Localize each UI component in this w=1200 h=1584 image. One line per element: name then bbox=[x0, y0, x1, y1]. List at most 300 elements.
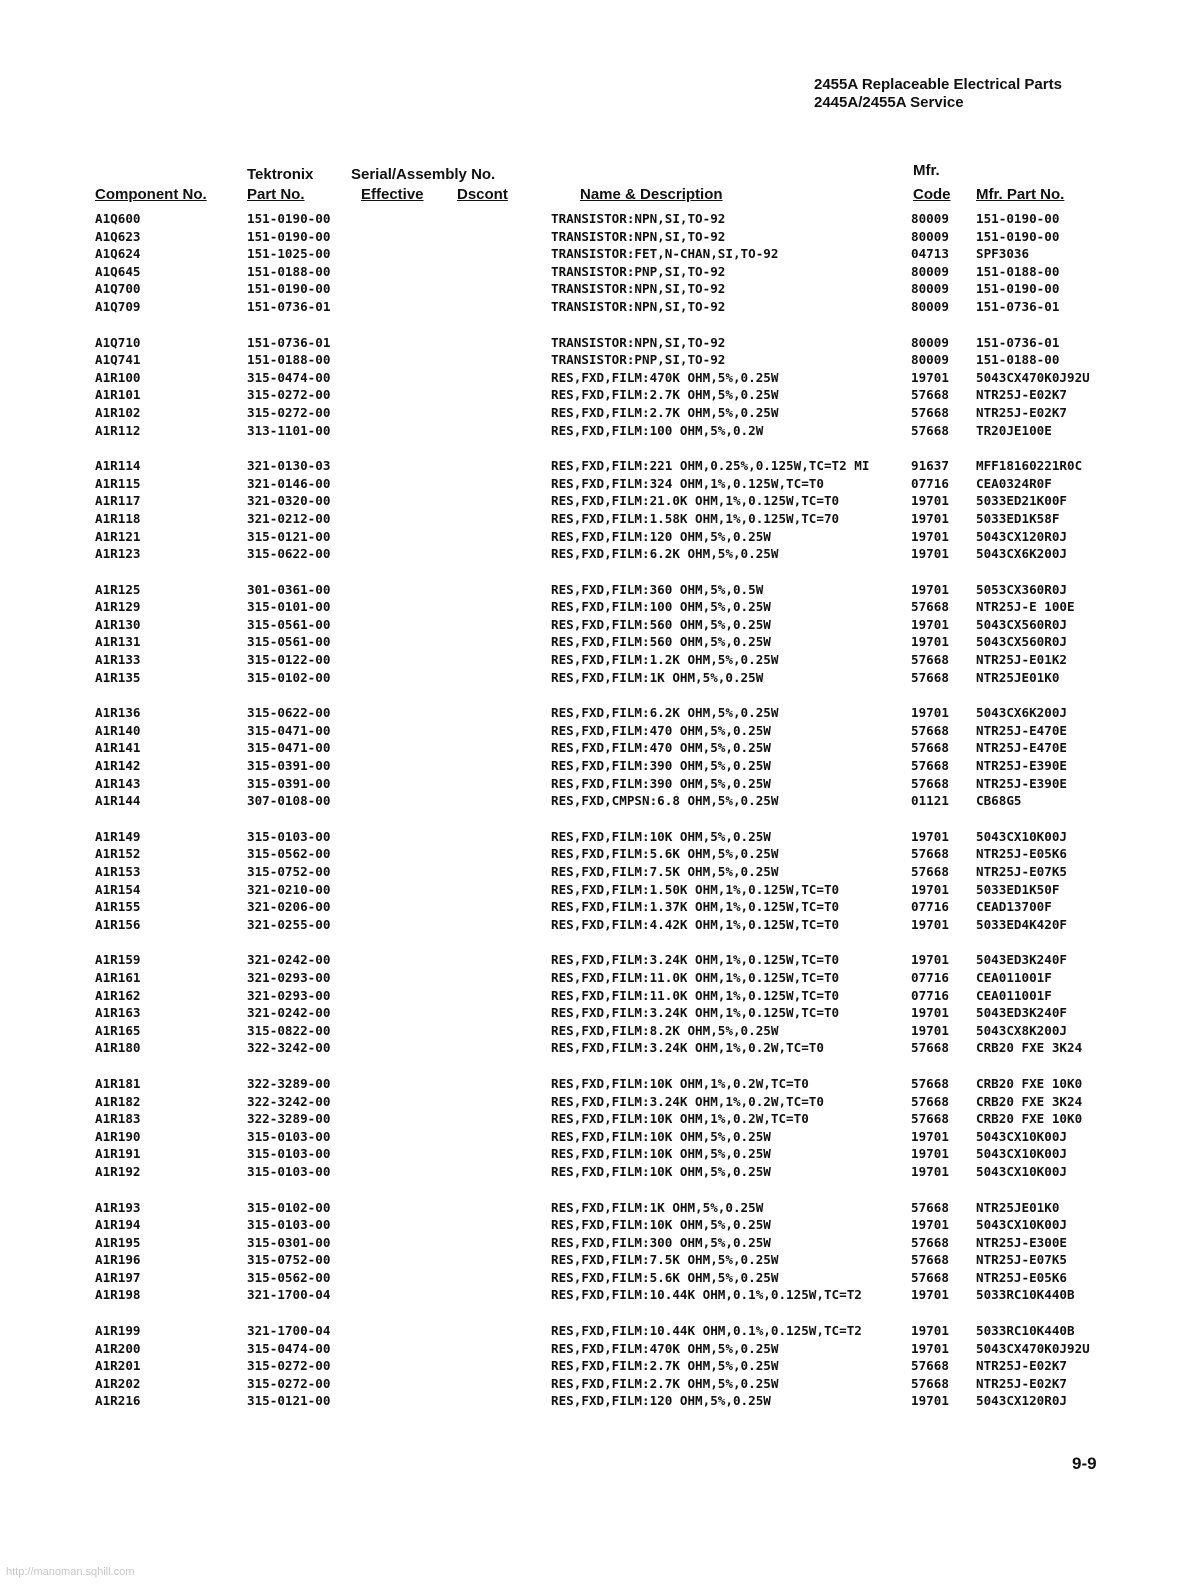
cell-mfr-part-no: CB68G5 bbox=[976, 793, 1022, 809]
cell-name-description: RES,FXD,FILM:11.0K OHM,1%,0.125W,TC=T0 bbox=[551, 987, 840, 1003]
cell-mfr-code: 57668 bbox=[911, 652, 949, 668]
cell-name-description: RES,FXD,FILM:10K OHM,5%,0.25W bbox=[551, 1128, 771, 1144]
cell-mfr-code: 91637 bbox=[911, 458, 949, 474]
cell-component-no: A1R135 bbox=[95, 669, 141, 685]
cell-part-no: 151-0190-00 bbox=[247, 281, 331, 297]
row-group bbox=[0, 951, 1200, 1057]
cell-mfr-part-no: NTR25J-E05K6 bbox=[976, 846, 1067, 862]
cell-mfr-part-no: 5043ED3K240F bbox=[976, 952, 1067, 968]
cell-part-no: 151-0188-00 bbox=[247, 352, 331, 368]
cell-component-no: A1R198 bbox=[95, 1287, 141, 1303]
cell-mfr-part-no: MFF18160221R0C bbox=[976, 458, 1083, 474]
cell-mfr-part-no: 5043CX10K00J bbox=[976, 1163, 1067, 1179]
cell-name-description: RES,FXD,FILM:100 OHM,5%,0.2W bbox=[551, 422, 764, 438]
cell-part-no: 315-0301-00 bbox=[247, 1234, 331, 1250]
cell-mfr-code: 19701 bbox=[911, 1146, 949, 1162]
cell-component-no: A1Q624 bbox=[95, 246, 141, 262]
cell-name-description: RES,FXD,FILM:3.24K OHM,1%,0.125W,TC=T0 bbox=[551, 1005, 840, 1021]
table-row bbox=[0, 351, 1200, 369]
row-group bbox=[0, 210, 1200, 316]
cell-component-no: A1R155 bbox=[95, 899, 141, 915]
table-row bbox=[0, 545, 1200, 563]
cell-mfr-part-no: 5043CX10K00J bbox=[976, 828, 1067, 844]
table-row bbox=[0, 210, 1200, 228]
cell-part-no: 321-0210-00 bbox=[247, 881, 331, 897]
cell-mfr-part-no: TR20JE100E bbox=[976, 422, 1052, 438]
cell-mfr-code: 19701 bbox=[911, 581, 949, 597]
parts-table bbox=[0, 210, 1200, 1428]
cell-name-description: RES,FXD,FILM:10.44K OHM,0.1%,0.125W,TC=T2 bbox=[551, 1323, 862, 1339]
cell-mfr-code: 19701 bbox=[911, 1340, 949, 1356]
cell-mfr-code: 57668 bbox=[911, 775, 949, 791]
cell-component-no: A1R194 bbox=[95, 1217, 141, 1233]
cell-name-description: RES,FXD,FILM:300 OHM,5%,0.25W bbox=[551, 1234, 771, 1250]
cell-part-no: 321-0130-03 bbox=[247, 458, 331, 474]
table-row bbox=[0, 704, 1200, 722]
cell-part-no: 315-0562-00 bbox=[247, 846, 331, 862]
cell-component-no: A1Q645 bbox=[95, 263, 141, 279]
cell-name-description: TRANSISTOR:NPN,SI,TO-92 bbox=[551, 298, 726, 314]
cell-name-description: RES,FXD,FILM:1K OHM,5%,0.25W bbox=[551, 1199, 764, 1215]
table-row bbox=[0, 651, 1200, 669]
cell-part-no: 321-1700-04 bbox=[247, 1287, 331, 1303]
cell-component-no: A1Q710 bbox=[95, 334, 141, 350]
cell-name-description: TRANSISTOR:NPN,SI,TO-92 bbox=[551, 281, 726, 297]
cell-component-no: A1R163 bbox=[95, 1005, 141, 1021]
cell-mfr-code: 57668 bbox=[911, 1358, 949, 1374]
cell-component-no: A1R159 bbox=[95, 952, 141, 968]
cell-mfr-code: 57668 bbox=[911, 864, 949, 879]
table-row bbox=[0, 881, 1200, 899]
cell-component-no: A1R100 bbox=[95, 369, 141, 385]
cell-mfr-part-no: NTR25J-E300E bbox=[976, 1234, 1067, 1250]
header-mfr-part-no: Mfr. Part No. bbox=[976, 186, 1065, 203]
cell-component-no: A1R102 bbox=[95, 404, 141, 420]
cell-component-no: A1R181 bbox=[95, 1075, 141, 1091]
row-group bbox=[0, 457, 1200, 563]
cell-part-no: 315-0474-00 bbox=[247, 369, 331, 385]
cell-component-no: A1R200 bbox=[95, 1340, 141, 1356]
cell-name-description: RES,FXD,CMPSN:6.8 OHM,5%,0.25W bbox=[551, 793, 779, 809]
cell-mfr-part-no: 5053CX360R0J bbox=[976, 581, 1067, 597]
cell-part-no: 315-0474-00 bbox=[247, 1340, 331, 1356]
table-row bbox=[0, 404, 1200, 422]
cell-part-no: 321-1700-04 bbox=[247, 1323, 331, 1339]
table-row bbox=[0, 369, 1200, 387]
table-row bbox=[0, 1357, 1200, 1375]
cell-name-description: RES,FXD,FILM:10K OHM,1%,0.2W,TC=T0 bbox=[551, 1075, 809, 1091]
cell-component-no: A1Q709 bbox=[95, 298, 141, 314]
cell-mfr-part-no: NTR25J-E390E bbox=[976, 758, 1067, 774]
cell-mfr-code: 19701 bbox=[911, 616, 949, 632]
cell-mfr-part-no: 5043CX560R0J bbox=[976, 616, 1067, 632]
table-row bbox=[0, 228, 1200, 246]
cell-component-no: A1R182 bbox=[95, 1093, 141, 1109]
cell-mfr-code: 19701 bbox=[911, 1022, 949, 1038]
cell-part-no: 321-0146-00 bbox=[247, 475, 331, 491]
cell-mfr-part-no: CEA0324R0F bbox=[976, 475, 1052, 491]
cell-name-description: RES,FXD,FILM:8.2K OHM,5%,0.25W bbox=[551, 1022, 779, 1038]
cell-component-no: A1R114 bbox=[95, 458, 141, 474]
cell-part-no: 321-0320-00 bbox=[247, 493, 331, 509]
table-row bbox=[0, 633, 1200, 651]
header-tektronix: Tektronix bbox=[247, 166, 314, 183]
table-row bbox=[0, 475, 1200, 493]
cell-name-description: RES,FXD,FILM:10.44K OHM,0.1%,0.125W,TC=T2 bbox=[551, 1287, 862, 1303]
cell-name-description: RES,FXD,FILM:1.50K OHM,1%,0.125W,TC=T0 bbox=[551, 881, 840, 897]
table-row bbox=[0, 1039, 1200, 1057]
cell-component-no: A1R161 bbox=[95, 969, 141, 985]
cell-mfr-part-no: SPF3036 bbox=[976, 246, 1030, 262]
cell-component-no: A1R183 bbox=[95, 1111, 141, 1127]
table-row bbox=[0, 492, 1200, 510]
cell-mfr-part-no: 151-0188-00 bbox=[976, 352, 1060, 368]
table-row bbox=[0, 1286, 1200, 1304]
cell-part-no: 321-0293-00 bbox=[247, 969, 331, 985]
cell-part-no: 315-0102-00 bbox=[247, 669, 331, 685]
cell-mfr-part-no: CRB20 FXE 10K0 bbox=[976, 1075, 1083, 1091]
cell-component-no: A1R154 bbox=[95, 881, 141, 897]
cell-mfr-part-no: 151-0736-01 bbox=[976, 334, 1060, 350]
cell-mfr-part-no: 5033ED1K50F bbox=[976, 881, 1060, 897]
cell-name-description: RES,FXD,FILM:6.2K OHM,5%,0.25W bbox=[551, 546, 779, 562]
cell-mfr-part-no: NTR25J-E02K7 bbox=[976, 1375, 1067, 1391]
cell-part-no: 151-0188-00 bbox=[247, 263, 331, 279]
cell-component-no: A1Q700 bbox=[95, 281, 141, 297]
table-row bbox=[0, 422, 1200, 440]
cell-mfr-part-no: 5043CX10K00J bbox=[976, 1146, 1067, 1162]
cell-part-no: 315-0103-00 bbox=[247, 1217, 331, 1233]
row-group bbox=[0, 581, 1200, 687]
cell-part-no: 321-0242-00 bbox=[247, 952, 331, 968]
watermark-url: http://manoman.sqhill.com bbox=[6, 1566, 135, 1578]
cell-component-no: A1R123 bbox=[95, 546, 141, 562]
cell-mfr-part-no: 151-0190-00 bbox=[976, 211, 1060, 226]
cell-name-description: RES,FXD,FILM:2.7K OHM,5%,0.25W bbox=[551, 404, 779, 420]
cell-mfr-code: 19701 bbox=[911, 1323, 949, 1339]
cell-component-no: A1R140 bbox=[95, 722, 141, 738]
cell-part-no: 321-0255-00 bbox=[247, 916, 331, 932]
cell-name-description: RES,FXD,FILM:470K OHM,5%,0.25W bbox=[551, 369, 779, 385]
cell-name-description: RES,FXD,FILM:3.24K OHM,1%,0.2W,TC=T0 bbox=[551, 1093, 824, 1109]
cell-mfr-part-no: 5043ED3K240F bbox=[976, 1005, 1067, 1021]
cell-mfr-part-no: NTR25J-E01K2 bbox=[976, 652, 1067, 668]
table-row bbox=[0, 1128, 1200, 1146]
cell-mfr-part-no: 5043CX6K200J bbox=[976, 546, 1067, 562]
cell-mfr-part-no: 5033RC10K440B bbox=[976, 1287, 1075, 1303]
cell-name-description: RES,FXD,FILM:470K OHM,5%,0.25W bbox=[551, 1340, 779, 1356]
cell-mfr-part-no: 151-0190-00 bbox=[976, 281, 1060, 297]
cell-mfr-code: 80009 bbox=[911, 298, 949, 314]
cell-name-description: RES,FXD,FILM:560 OHM,5%,0.25W bbox=[551, 616, 771, 632]
table-row bbox=[0, 1110, 1200, 1128]
cell-mfr-part-no: CEA011001F bbox=[976, 987, 1052, 1003]
cell-name-description: RES,FXD,FILM:2.7K OHM,5%,0.25W bbox=[551, 1375, 779, 1391]
cell-component-no: A1R192 bbox=[95, 1163, 141, 1179]
cell-name-description: RES,FXD,FILM:1.37K OHM,1%,0.125W,TC=T0 bbox=[551, 899, 840, 915]
cell-mfr-code: 57668 bbox=[911, 1075, 949, 1091]
cell-component-no: A1Q623 bbox=[95, 228, 141, 244]
cell-mfr-code: 07716 bbox=[911, 899, 949, 915]
table-row bbox=[0, 280, 1200, 298]
row-group bbox=[0, 1322, 1200, 1410]
cell-part-no: 315-0272-00 bbox=[247, 1375, 331, 1391]
cell-name-description: RES,FXD,FILM:100 OHM,5%,0.25W bbox=[551, 599, 771, 615]
table-row bbox=[0, 739, 1200, 757]
table-row bbox=[0, 1163, 1200, 1181]
table-row bbox=[0, 1375, 1200, 1393]
cell-component-no: A1R143 bbox=[95, 775, 141, 791]
cell-mfr-code: 07716 bbox=[911, 475, 949, 491]
cell-part-no: 315-0752-00 bbox=[247, 864, 331, 879]
cell-name-description: RES,FXD,FILM:10K OHM,5%,0.25W bbox=[551, 828, 771, 844]
cell-part-no: 315-0391-00 bbox=[247, 758, 331, 774]
cell-component-no: A1R144 bbox=[95, 793, 141, 809]
cell-mfr-code: 80009 bbox=[911, 263, 949, 279]
cell-name-description: RES,FXD,FILM:120 OHM,5%,0.25W bbox=[551, 1393, 771, 1409]
cell-mfr-part-no: CRB20 FXE 10K0 bbox=[976, 1111, 1083, 1127]
cell-mfr-code: 57668 bbox=[911, 404, 949, 420]
cell-mfr-code: 07716 bbox=[911, 987, 949, 1003]
header-title: 2455A Replaceable Electrical Parts bbox=[814, 76, 1062, 93]
cell-part-no: 315-0622-00 bbox=[247, 705, 331, 721]
cell-part-no: 151-1025-00 bbox=[247, 246, 331, 262]
table-row bbox=[0, 598, 1200, 616]
cell-mfr-code: 57668 bbox=[911, 722, 949, 738]
header-part-no: Part No. bbox=[247, 186, 305, 203]
cell-part-no: 315-0471-00 bbox=[247, 740, 331, 756]
cell-mfr-code: 19701 bbox=[911, 1163, 949, 1179]
cell-part-no: 315-0622-00 bbox=[247, 546, 331, 562]
cell-mfr-code: 19701 bbox=[911, 634, 949, 650]
cell-name-description: TRANSISTOR:NPN,SI,TO-92 bbox=[551, 334, 726, 350]
cell-part-no: 307-0108-00 bbox=[247, 793, 331, 809]
cell-mfr-code: 57668 bbox=[911, 1111, 949, 1127]
cell-mfr-part-no: 5043CX470K0J92U bbox=[976, 369, 1090, 385]
cell-name-description: TRANSISTOR:FET,N-CHAN,SI,TO-92 bbox=[551, 246, 779, 262]
table-row bbox=[0, 792, 1200, 810]
cell-mfr-part-no: CRB20 FXE 3K24 bbox=[976, 1040, 1083, 1056]
cell-component-no: A1R118 bbox=[95, 510, 141, 526]
table-row bbox=[0, 263, 1200, 281]
cell-part-no: 315-0562-00 bbox=[247, 1269, 331, 1285]
cell-mfr-code: 19701 bbox=[911, 1217, 949, 1233]
table-row bbox=[0, 1340, 1200, 1358]
header-mfr: Mfr. bbox=[913, 162, 940, 179]
cell-mfr-code: 57668 bbox=[911, 1252, 949, 1268]
cell-mfr-code: 57668 bbox=[911, 669, 949, 685]
cell-mfr-code: 19701 bbox=[911, 881, 949, 897]
table-row bbox=[0, 1004, 1200, 1022]
cell-mfr-code: 57668 bbox=[911, 599, 949, 615]
cell-component-no: A1R202 bbox=[95, 1375, 141, 1391]
cell-name-description: RES,FXD,FILM:10K OHM,1%,0.2W,TC=T0 bbox=[551, 1111, 809, 1127]
cell-mfr-code: 19701 bbox=[911, 493, 949, 509]
table-row bbox=[0, 510, 1200, 528]
cell-mfr-part-no: 5043CX10K00J bbox=[976, 1128, 1067, 1144]
table-row bbox=[0, 969, 1200, 987]
cell-part-no: 315-0122-00 bbox=[247, 652, 331, 668]
cell-part-no: 301-0361-00 bbox=[247, 581, 331, 597]
row-group bbox=[0, 704, 1200, 810]
cell-name-description: RES,FXD,FILM:360 OHM,5%,0.5W bbox=[551, 581, 764, 597]
cell-part-no: 321-0242-00 bbox=[247, 1005, 331, 1021]
cell-mfr-part-no: NTR25J-E05K6 bbox=[976, 1269, 1067, 1285]
table-row bbox=[0, 1322, 1200, 1340]
table-row bbox=[0, 245, 1200, 263]
cell-mfr-code: 07716 bbox=[911, 969, 949, 985]
table-row bbox=[0, 757, 1200, 775]
cell-mfr-part-no: 5043CX6K200J bbox=[976, 705, 1067, 721]
cell-part-no: 313-1101-00 bbox=[247, 422, 331, 438]
cell-name-description: RES,FXD,FILM:5.6K OHM,5%,0.25W bbox=[551, 1269, 779, 1285]
cell-name-description: TRANSISTOR:NPN,SI,TO-92 bbox=[551, 211, 726, 226]
cell-mfr-code: 19701 bbox=[911, 528, 949, 544]
cell-component-no: A1R133 bbox=[95, 652, 141, 668]
cell-mfr-code: 80009 bbox=[911, 228, 949, 244]
cell-component-no: A1Q741 bbox=[95, 352, 141, 368]
cell-name-description: RES,FXD,FILM:21.0K OHM,1%,0.125W,TC=T0 bbox=[551, 493, 840, 509]
cell-mfr-part-no: 5043CX470K0J92U bbox=[976, 1340, 1090, 1356]
cell-component-no: A1R129 bbox=[95, 599, 141, 615]
cell-name-description: RES,FXD,FILM:10K OHM,5%,0.25W bbox=[551, 1146, 771, 1162]
cell-name-description: RES,FXD,FILM:470 OHM,5%,0.25W bbox=[551, 740, 771, 756]
cell-mfr-part-no: NTR25J-E02K7 bbox=[976, 1358, 1067, 1374]
cell-mfr-part-no: 5033ED21K00F bbox=[976, 493, 1067, 509]
cell-part-no: 315-0822-00 bbox=[247, 1022, 331, 1038]
cell-name-description: RES,FXD,FILM:2.7K OHM,5%,0.25W bbox=[551, 1358, 779, 1374]
cell-mfr-part-no: NTR25JE01K0 bbox=[976, 1199, 1060, 1215]
cell-mfr-code: 19701 bbox=[911, 952, 949, 968]
table-row bbox=[0, 457, 1200, 475]
cell-component-no: A1R152 bbox=[95, 846, 141, 862]
cell-component-no: A1R130 bbox=[95, 616, 141, 632]
cell-component-no: A1R121 bbox=[95, 528, 141, 544]
row-group bbox=[0, 334, 1200, 440]
cell-mfr-code: 57668 bbox=[911, 422, 949, 438]
table-row bbox=[0, 386, 1200, 404]
cell-mfr-code: 57668 bbox=[911, 1040, 949, 1056]
cell-component-no: A1R216 bbox=[95, 1393, 141, 1409]
cell-mfr-code: 57668 bbox=[911, 1375, 949, 1391]
cell-mfr-code: 80009 bbox=[911, 334, 949, 350]
table-row bbox=[0, 828, 1200, 846]
cell-mfr-code: 80009 bbox=[911, 211, 949, 226]
cell-mfr-code: 19701 bbox=[911, 1287, 949, 1303]
cell-name-description: RES,FXD,FILM:10K OHM,5%,0.25W bbox=[551, 1163, 771, 1179]
cell-name-description: RES,FXD,FILM:4.42K OHM,1%,0.125W,TC=T0 bbox=[551, 916, 840, 932]
cell-part-no: 315-0272-00 bbox=[247, 404, 331, 420]
page-number: 9-9 bbox=[1072, 1454, 1097, 1473]
cell-part-no: 322-3289-00 bbox=[247, 1111, 331, 1127]
cell-mfr-code: 57668 bbox=[911, 1093, 949, 1109]
cell-mfr-part-no: 151-0736-01 bbox=[976, 298, 1060, 314]
cell-component-no: A1R180 bbox=[95, 1040, 141, 1056]
header-code: Code bbox=[913, 186, 951, 203]
cell-mfr-code: 80009 bbox=[911, 281, 949, 297]
cell-name-description: RES,FXD,FILM:11.0K OHM,1%,0.125W,TC=T0 bbox=[551, 969, 840, 985]
cell-mfr-code: 57668 bbox=[911, 740, 949, 756]
cell-part-no: 321-0206-00 bbox=[247, 899, 331, 915]
cell-mfr-code: 19701 bbox=[911, 510, 949, 526]
cell-part-no: 315-0103-00 bbox=[247, 828, 331, 844]
cell-mfr-code: 19701 bbox=[911, 546, 949, 562]
cell-mfr-code: 19701 bbox=[911, 1393, 949, 1409]
cell-mfr-part-no: 151-0188-00 bbox=[976, 263, 1060, 279]
cell-part-no: 151-0736-01 bbox=[247, 298, 331, 314]
cell-mfr-part-no: 5033ED4K420F bbox=[976, 916, 1067, 932]
cell-part-no: 315-0471-00 bbox=[247, 722, 331, 738]
table-row bbox=[0, 722, 1200, 740]
cell-mfr-part-no: 5043CX120R0J bbox=[976, 1393, 1067, 1409]
cell-name-description: RES,FXD,FILM:6.2K OHM,5%,0.25W bbox=[551, 705, 779, 721]
cell-mfr-part-no: CEA011001F bbox=[976, 969, 1052, 985]
cell-part-no: 315-0101-00 bbox=[247, 599, 331, 615]
cell-component-no: A1R101 bbox=[95, 387, 141, 403]
cell-part-no: 315-0752-00 bbox=[247, 1252, 331, 1268]
table-row bbox=[0, 298, 1200, 316]
cell-component-no: A1R162 bbox=[95, 987, 141, 1003]
cell-component-no: A1R142 bbox=[95, 758, 141, 774]
table-row bbox=[0, 916, 1200, 934]
cell-mfr-code: 01121 bbox=[911, 793, 949, 809]
cell-part-no: 315-0561-00 bbox=[247, 616, 331, 632]
cell-component-no: A1R195 bbox=[95, 1234, 141, 1250]
table-row bbox=[0, 1093, 1200, 1111]
cell-part-no: 151-0190-00 bbox=[247, 228, 331, 244]
cell-mfr-part-no: NTR25J-E07K5 bbox=[976, 864, 1067, 879]
cell-component-no: A1R165 bbox=[95, 1022, 141, 1038]
table-row bbox=[0, 1145, 1200, 1163]
cell-mfr-part-no: NTR25J-E 100E bbox=[976, 599, 1075, 615]
table-row bbox=[0, 987, 1200, 1005]
cell-mfr-code: 57668 bbox=[911, 1199, 949, 1215]
table-row bbox=[0, 334, 1200, 352]
header-dscont: Dscont bbox=[457, 186, 508, 203]
cell-name-description: RES,FXD,FILM:7.5K OHM,5%,0.25W bbox=[551, 864, 779, 879]
cell-mfr-part-no: 151-0190-00 bbox=[976, 228, 1060, 244]
cell-part-no: 315-0103-00 bbox=[247, 1146, 331, 1162]
cell-part-no: 322-3289-00 bbox=[247, 1075, 331, 1091]
table-row bbox=[0, 863, 1200, 881]
cell-component-no: A1R197 bbox=[95, 1269, 141, 1285]
cell-part-no: 315-0121-00 bbox=[247, 1393, 331, 1409]
cell-mfr-part-no: NTR25J-E390E bbox=[976, 775, 1067, 791]
row-group bbox=[0, 1199, 1200, 1305]
cell-mfr-part-no: NTR25J-E07K5 bbox=[976, 1252, 1067, 1268]
cell-mfr-code: 04713 bbox=[911, 246, 949, 262]
cell-component-no: A1Q600 bbox=[95, 211, 141, 226]
cell-component-no: A1R191 bbox=[95, 1146, 141, 1162]
table-row bbox=[0, 1234, 1200, 1252]
row-group bbox=[0, 828, 1200, 934]
row-group bbox=[0, 1075, 1200, 1181]
table-row bbox=[0, 528, 1200, 546]
cell-part-no: 315-0102-00 bbox=[247, 1199, 331, 1215]
cell-component-no: A1R125 bbox=[95, 581, 141, 597]
cell-mfr-code: 19701 bbox=[911, 1005, 949, 1021]
cell-mfr-code: 19701 bbox=[911, 1128, 949, 1144]
cell-name-description: RES,FXD,FILM:221 OHM,0.25%,0.125W,TC=T2 MI bbox=[551, 458, 870, 474]
cell-part-no: 321-0293-00 bbox=[247, 987, 331, 1003]
table-row bbox=[0, 951, 1200, 969]
cell-name-description: RES,FXD,FILM:324 OHM,1%,0.125W,TC=T0 bbox=[551, 475, 824, 491]
table-row bbox=[0, 669, 1200, 687]
cell-part-no: 151-0190-00 bbox=[247, 211, 331, 226]
cell-part-no: 315-0391-00 bbox=[247, 775, 331, 791]
cell-name-description: RES,FXD,FILM:560 OHM,5%,0.25W bbox=[551, 634, 771, 650]
cell-component-no: A1R201 bbox=[95, 1358, 141, 1374]
